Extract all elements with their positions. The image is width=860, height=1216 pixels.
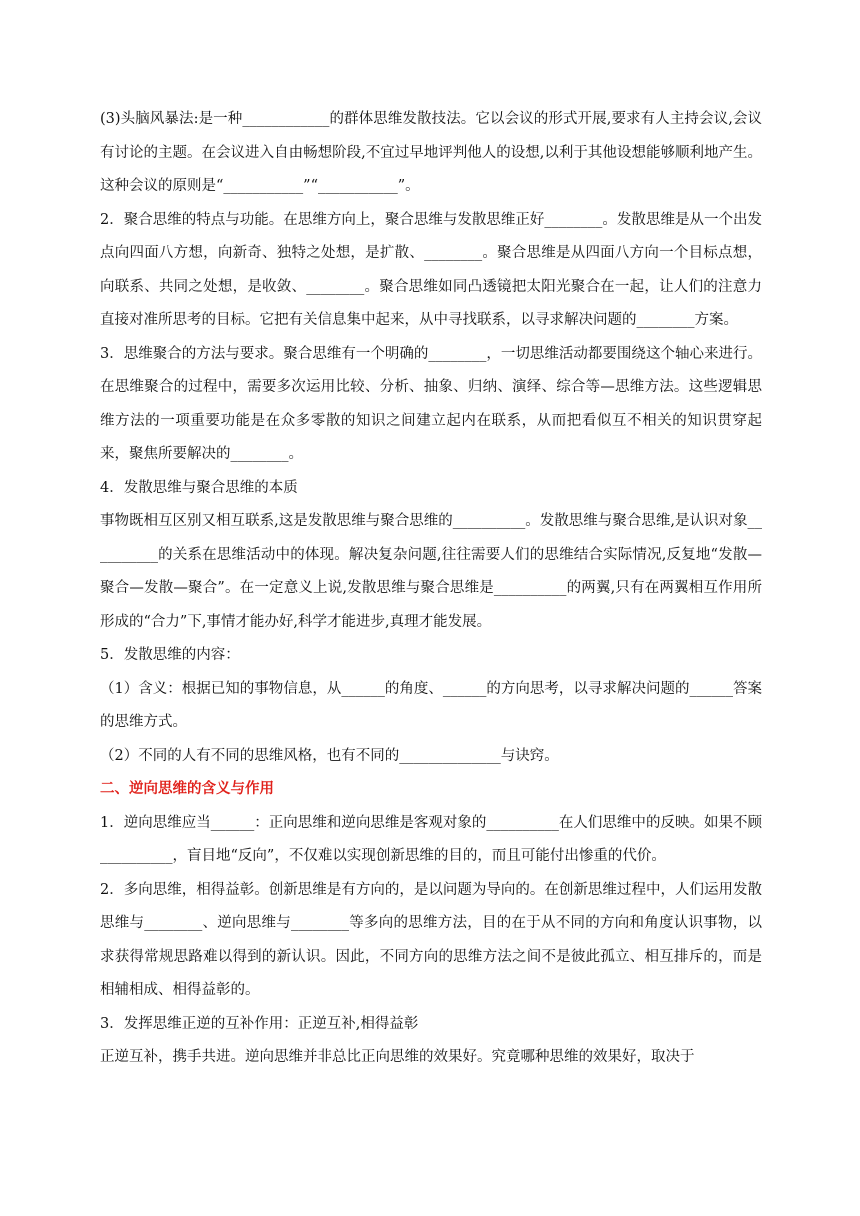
paragraph-reverse-appropriate: 1．逆向思维应当______：正向思维和逆向思维是客观对象的__________在人们思维中的反映。如果不顾__________，盲目地“反向”，不仅难以实现创新思维的目的，而且可能付出惨重的代价。 — [100, 814, 762, 864]
paragraph-convergent-features: 2．聚合思维的特点与功能。在思维方向上，聚合思维与发散思维正好________。发散思维是从一个出发点向四面八方想，向新奇、独特之处想，是扩散、________。聚合思维是从四面八方向一个目标点想，向联系、共同之处想，是收敛、________。聚合思维如同凸透镜把太阳光聚合在一起，让人们的注意力直接对准所思考的目标。它把有关信息集中起来，从中寻找联系，以寻求解决问题的________方案。 — [100, 211, 762, 328]
paragraph-brainstorming: (3)头脑风暴法:是一种____________的群体思维发散技法。它以会议的形式开展,要求有人主持会议,会议有讨论的主题。在会议进入自由畅想阶段,不宜过早地评判他人的设想,以利于其他设想能够顺利地产生。这种会议的原则是“___________”“___________”。 — [100, 111, 762, 194]
paragraph-essence: 事物既相互区别又相互联系,这是发散思维与聚合思维的__________。发散思维与聚合思维,是认识对象__________的关系在思维活动中的体现。解决复杂问题,往往需要人们的思维结合实际情况,反复地“发散—聚合—发散—聚合”。在一定意义上说,发散思维与聚合思维是__________的两翼,只有在两翼相互作用所形成的“合力”下,事情才能办好,科学才能进步,真理才能发展。 — [100, 513, 762, 630]
paragraph-essence-heading: 4．发散思维与聚合思维的本质 — [100, 479, 298, 496]
paragraph-complementary: 正逆互补，携手共进。逆向思维并非总比正向思维的效果好。究竟哪种思维的效果好，取决于 — [100, 1049, 695, 1065]
paragraph-complementary-heading: 3．发挥思维正逆的互补作用：正逆互补,相得益彰 — [100, 1015, 419, 1032]
paragraph-multi-directional: 2．多向思维，相得益彰。创新思维是有方向的，是以问题为导向的。在创新思维过程中，人们运用发散思维与________、逆向思维与________等多向的思维方法，目的在于从不同的方向和角度认识事物，以求获得常规思路难以得到的新认识。因此，不同方向的思维方法之间不是彼此孤立、相互排斥的，而是相辅相成、相得益彰的。 — [100, 881, 762, 998]
section-heading-reverse-thinking: 二、逆向思维的含义与作用 — [100, 781, 274, 797]
paragraph-convergent-methods: 3．思维聚合的方法与要求。聚合思维有一个明确的________，一切思维活动都要围绕这个轴心来进行。在思维聚合的过程中，需要多次运用比较、分析、抽象、归纳、演绎、综合等—思维方法。这些逻辑思维方法的一项重要功能是在众多零散的知识之间建立起内在联系，从而把看似互不相关的知识贯穿起来，聚焦所要解决的________。 — [100, 345, 762, 462]
paragraph-divergent-content-heading: 5．发散思维的内容： — [100, 647, 240, 663]
paragraph-divergent-definition: （1）含义：根据已知的事物信息，从______的角度、______的方向思考，以寻求解决问题的______答案的思维方式。 — [100, 680, 762, 730]
paragraph-divergent-styles: （2）不同的人有不同的思维风格，也有不同的______________与诀窍。 — [100, 747, 559, 764]
document-page — [100, 103, 762, 1075]
